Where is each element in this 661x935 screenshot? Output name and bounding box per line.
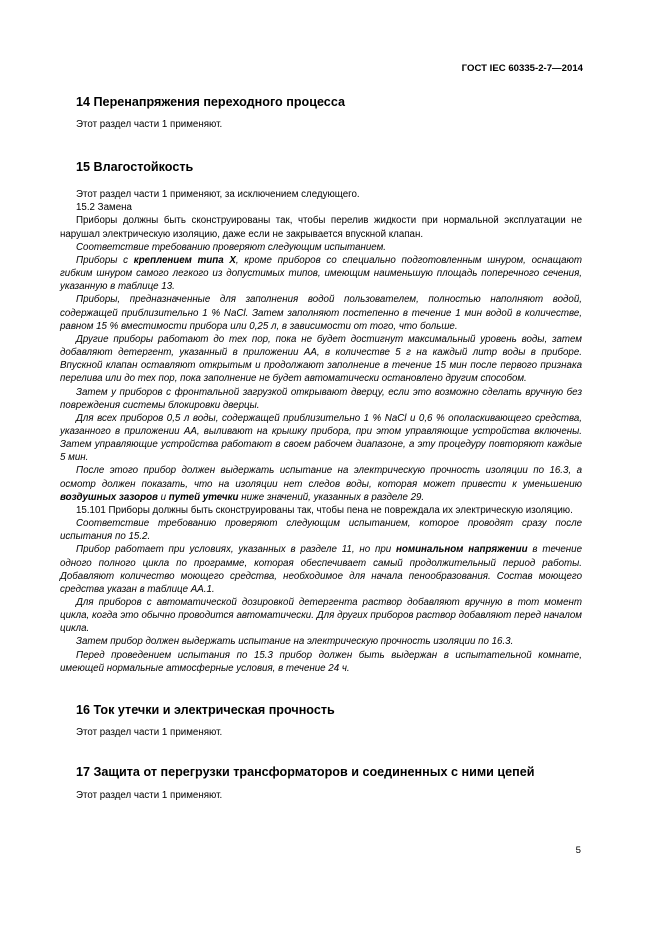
paragraph-other-appliances: Другие приборы работают до тех пор, пока не будет достигнут максимальный уровень воды, затем добавляют детергент, указанный в приложении АА, в количестве 5 г на каждый литр воды в приборе. Впускной клапан оставляют открытым и продолжают заполнение в течение 15 мин после первого признака перелива или до тех пор, пока заполнение не будет автоматически остановлено другим способом. <box>60 333 582 385</box>
section-15-heading: 15 Влагостойкость <box>76 160 194 175</box>
paragraph-compliance-check: Соответствие требованию проверяют следующим испытанием. <box>76 241 386 253</box>
term-creepage-distances: путей утечки <box>168 491 239 503</box>
text-run: После этого прибор должен выдержать испытание на электрическую прочность изоляции по 16.3, а осмотр должен показать, что на изоляции нет следов воды, которая может привести к уменьшению <box>60 465 582 490</box>
section-14-heading: 14 Перенапряжения переходного процесса <box>76 95 345 109</box>
section-17-text: Этот раздел части 1 применяют. <box>76 790 223 802</box>
term-type-x-attachment: креплением типа X <box>133 254 236 266</box>
section-17-heading: 17 Защита от перегрузки трансформаторов и соединенных с ними цепей <box>76 765 535 780</box>
page-content <box>60 88 582 802</box>
paragraph-rated-voltage <box>60 543 582 596</box>
term-rated-voltage: номинальном напряжении <box>396 544 528 556</box>
paragraph-electric-strength <box>60 464 582 503</box>
text-run: ниже значений, указанных в разделе 29. <box>238 491 425 503</box>
paragraph-conditioning: Перед проведением испытания по 15.3 прибор должен быть выдержан в испытательной комнате, имеющей нормальные атмосферные условия, в течение 24 ч. <box>60 649 582 674</box>
paragraph-electric-strength-16-3: Затем прибор должен выдержать испытание на электрическую прочность изоляции по 16.3. <box>76 636 514 648</box>
section-15-intro: Этот раздел части 1 применяют, за исключением следующего. <box>76 189 360 201</box>
paragraph-user-filled: Приборы, предназначенные для заполнения водой пользователем, полностью наполняют водой, содержащей приблизительно 1 % NaCl. Затем заполняют постепенно в течение 1 мин водой в количестве, равном 15 % вместимости прибора или 0,25 л, в зависимости от того, что больше. <box>60 294 582 332</box>
paragraph-all-appliances: Для всех приборов 0,5 л воды, содержащей приблизительно 1 % NaCl и 0,6 % ополаскивающего средства, указанного в приложении АА, выливают на крышку прибора, при этом управляющие устройства включены. Затем управляющие устройства работают в своем рабочем диапазоне, а эту процедуру повторяют каждые 5 мин. <box>60 412 582 464</box>
section-14-text: Этот раздел части 1 применяют. <box>76 119 223 130</box>
section-16-heading: 16 Ток утечки и электрическая прочность <box>76 702 335 717</box>
text-run: в течение одного полного цикла по программе, которая обеспечивает самый продолжительный период работы. Добавляют количество моющего средства, необходимое для начала пенообразования. Состав моющего средства указан в таблице АА.1. <box>60 544 583 595</box>
text-run: Приборы с <box>76 254 134 266</box>
paragraph-type-x-attachment <box>60 254 582 293</box>
paragraph-front-loading: Затем у приборов с фронтальной загрузкой открывают дверцу, если это возможно сделать вручную без повреждения системы блокировки дверцы. <box>60 386 582 411</box>
text-run: Прибор работает при условиях, указанных в разделе 11, но при <box>76 544 397 556</box>
paragraph-15-101: 15.101 Приборы должны быть сконструированы так, чтобы пена не повреждала их электрическую изоляцию. <box>76 504 573 516</box>
subclause-15-2-title: 15.2 Замена <box>76 202 132 214</box>
document-header: ГОСТ IEC 60335-2-7—2014 <box>461 63 583 74</box>
term-clearances: воздушных зазоров <box>60 491 158 503</box>
paragraph-compliance-after-15-2: Соответствие требованию проверяют следующим испытанием, которое проводят сразу после испытания по 15.2. <box>60 518 582 543</box>
paragraph-automatic-dosing: Для приборов с автоматической дозировкой детергента раствор добавляют вручную в тот момент цикла, когда это обычно проводится автоматически. Для других приборов раствор добавляют перед началом цикла. <box>60 597 582 635</box>
page-number: 5 <box>575 845 581 856</box>
text-run: и <box>157 491 169 503</box>
text-run: , кроме приборов со специально подготовленным шнуром, оснащают гибким шнуром самого легкого из допустимых типов, имеющим наименьшую площадь поперечного сечения, указанную в таблице 13. <box>60 254 582 293</box>
paragraph-15-2-requirement: Приборы должны быть сконструированы так, чтобы перелив жидкости при нормальной эксплуатации не нарушал электрическую изоляцию, даже если не закрывается впускной клапан. <box>60 215 582 240</box>
section-16-text: Этот раздел части 1 применяют. <box>76 726 223 738</box>
